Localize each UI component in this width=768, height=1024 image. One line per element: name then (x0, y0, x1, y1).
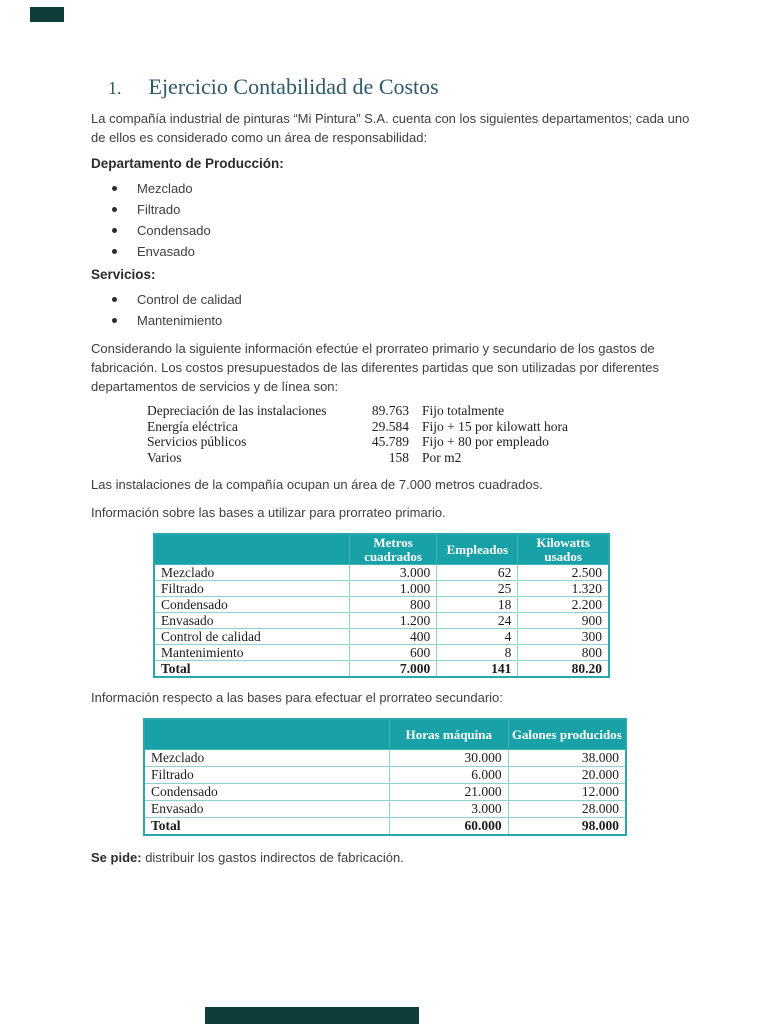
ledger-amount: 29.584 (371, 418, 409, 434)
production-list (91, 178, 691, 262)
table-cell: Envasado (154, 613, 349, 629)
table-row (154, 565, 609, 581)
production-heading: Departamento de Producción: (91, 156, 284, 171)
bottom-bar-mark (205, 1007, 419, 1024)
table-header-cell: Kilowatts usados (518, 534, 609, 565)
page-title (108, 74, 691, 101)
table-cell: Total (154, 661, 349, 678)
table-header-cell (144, 719, 390, 750)
bullet-item: Mantenimiento (91, 310, 691, 331)
table-cell: 20.000 (508, 767, 626, 784)
table-cell: 1.000 (349, 581, 436, 597)
table-cell: Filtrado (154, 581, 349, 597)
request-text: distribuir los gastos indirectos de fabricación. (141, 850, 404, 865)
ledger-row (147, 434, 691, 450)
total-row (144, 818, 626, 836)
table-cell: Total (144, 818, 390, 836)
table-cell: 3.000 (390, 801, 508, 818)
table-cell: 30.000 (390, 750, 508, 767)
table-cell: Condensado (144, 784, 390, 801)
bullet-item: Control de calidad (91, 289, 691, 310)
table-cell: 3.000 (349, 565, 436, 581)
table-cell: 7.000 (349, 661, 436, 678)
table-header-cell: Galones producidos (508, 719, 626, 750)
table-cell: 400 (349, 629, 436, 645)
request-label: Se pide: (91, 850, 142, 865)
table-row (154, 597, 609, 613)
ledger-name: Servicios públicos (147, 434, 247, 449)
table-cell: 4 (437, 629, 518, 645)
table-cell: 1.320 (518, 581, 609, 597)
ledger-row (147, 450, 691, 466)
title-number: 1. (108, 78, 122, 98)
ledger-name: Energía eléctrica (147, 418, 238, 434)
table-row (144, 801, 626, 818)
table-cell: 28.000 (508, 801, 626, 818)
table-cell: 24 (437, 613, 518, 629)
table-cell: 800 (349, 597, 436, 613)
table-cell: 98.000 (508, 818, 626, 836)
table-cell: 8 (437, 645, 518, 661)
secondary-allocation-table (143, 718, 627, 836)
ledger-amount: 158 (388, 449, 409, 465)
bullet-item: Envasado (91, 241, 691, 262)
table-cell: 2.200 (518, 597, 609, 613)
table-cell: Mezclado (154, 565, 349, 581)
table-cell: 25 (437, 581, 518, 597)
table-cell: 18 (437, 597, 518, 613)
ledger-row (147, 419, 691, 435)
bullet-item: Mezclado (91, 178, 691, 199)
intro-paragraph: La compañía industrial de pinturas “Mi Pintura” S.A. cuenta con los siguientes departamentos; cada uno de ellos es considerado como un área de responsabilidad: (91, 111, 690, 145)
cost-ledger (147, 403, 691, 465)
bullet-item: Filtrado (91, 199, 691, 220)
request-line (91, 848, 691, 867)
table-row (144, 784, 626, 801)
primary-table-caption: Información sobre las bases a utilizar para prorrateo primario. (91, 505, 446, 520)
table-cell: 800 (518, 645, 609, 661)
bullet-item: Condensado (91, 220, 691, 241)
table-cell: Condensado (154, 597, 349, 613)
considering-paragraph: Considerando la siguiente información efectúe el prorrateo primario y secundario de los gastos de fabricación. Los costos presupuestados de las diferentes partidas que son utilizadas por diferentes departamentos de servicios y de línea son: (91, 341, 660, 394)
table-cell: 141 (437, 661, 518, 678)
ledger-amount: 89.763 (371, 403, 409, 418)
title-text: Ejercicio Contabilidad de Costos (148, 74, 439, 99)
table-header-cell: Empleados (437, 534, 518, 565)
table-row (154, 629, 609, 645)
table-cell: 300 (518, 629, 609, 645)
ledger-row (147, 403, 691, 419)
total-row (154, 661, 609, 678)
ledger-name: Varios (147, 449, 182, 465)
table-header-row (144, 719, 626, 750)
ledger-basis: Fijo + 80 por empleado (422, 434, 549, 449)
table-row (154, 613, 609, 629)
table-cell: Mezclado (144, 750, 390, 767)
table-cell: 2.500 (518, 565, 609, 581)
ledger-amount: 45.789 (371, 434, 409, 449)
table-row (144, 750, 626, 767)
table-header-cell: Horas máquina (390, 719, 508, 750)
table-cell: 600 (349, 645, 436, 661)
table-row (154, 581, 609, 597)
table-cell: Filtrado (144, 767, 390, 784)
table-cell: Mantenimiento (154, 645, 349, 661)
secondary-table-caption: Información respecto a las bases para efectuar el prorrateo secundario: (91, 690, 503, 705)
table-cell: 80.20 (518, 661, 609, 678)
area-note: Las instalaciones de la compañía ocupan un área de 7.000 metros cuadrados. (91, 477, 543, 492)
table-cell: 12.000 (508, 784, 626, 801)
primary-allocation-table (153, 533, 610, 678)
table-cell: 1.200 (349, 613, 436, 629)
table-cell: Envasado (144, 801, 390, 818)
services-heading: Servicios: (91, 267, 156, 282)
table-cell: 21.000 (390, 784, 508, 801)
table-cell: Control de calidad (154, 629, 349, 645)
table-header-cell (154, 534, 349, 565)
table-header-row (154, 534, 609, 565)
ledger-name: Depreciación de las instalaciones (147, 403, 327, 418)
table-cell: 38.000 (508, 750, 626, 767)
table-row (154, 645, 609, 661)
table-header-cell: Metros cuadrados (349, 534, 436, 565)
table-cell: 60.000 (390, 818, 508, 836)
table-cell: 62 (437, 565, 518, 581)
services-list (91, 289, 691, 331)
ledger-basis: Por m2 (422, 449, 462, 465)
corner-mark (30, 7, 64, 22)
ledger-basis: Fijo totalmente (422, 403, 505, 418)
table-row (144, 767, 626, 784)
page-content (91, 0, 691, 867)
table-cell: 6.000 (390, 767, 508, 784)
table-cell: 900 (518, 613, 609, 629)
ledger-basis: Fijo + 15 por kilowatt hora (422, 418, 568, 434)
